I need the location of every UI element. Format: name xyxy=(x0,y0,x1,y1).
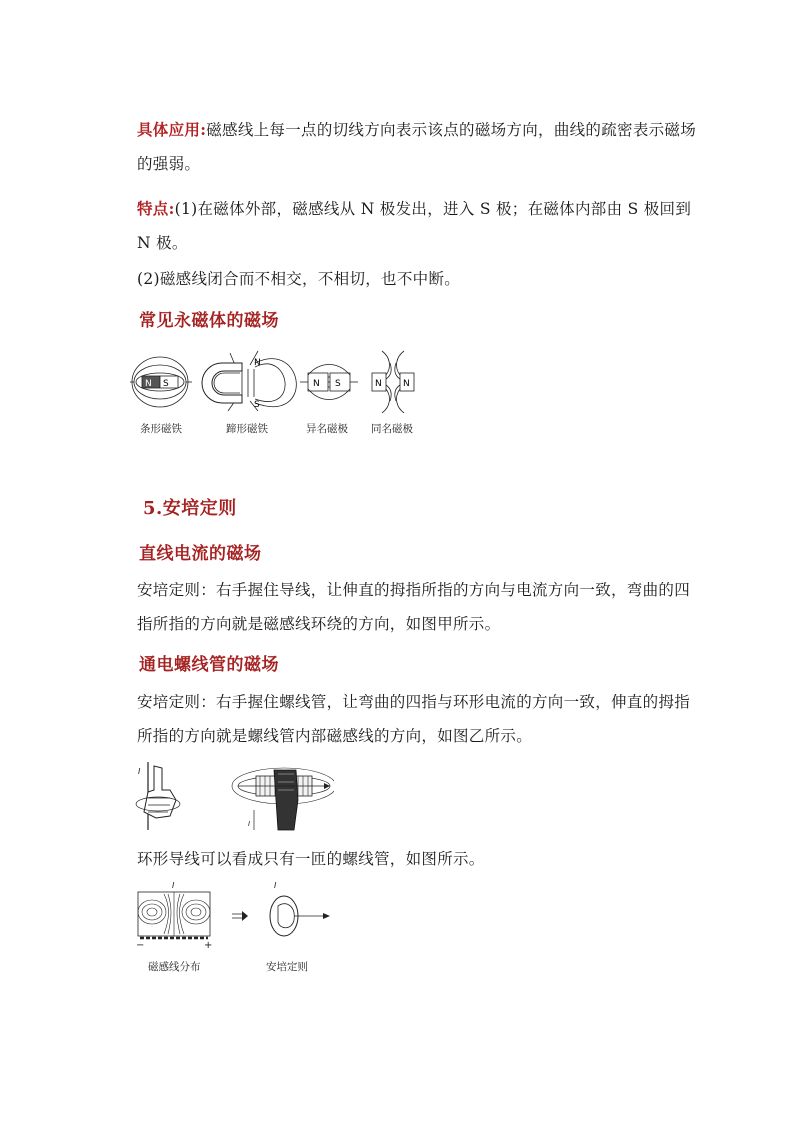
loop-text: 环形导线可以看成只有一匝的螺线管，如图所示。 xyxy=(137,850,485,868)
feature-text-1: (1)在磁体外部，磁感线从 N 极发出，进入 S 极；在磁体内部由 S 极回到 N 极。 xyxy=(137,200,692,252)
bar-magnet-s: S xyxy=(163,379,169,389)
same-n-left: N xyxy=(375,379,382,389)
magnets-figure xyxy=(130,345,425,413)
opposite-n: N xyxy=(313,379,320,389)
solenoid-text: 安培定则：右手握住螺线管，让弯曲的四指与环形电流的方向一致，伸直的拇指所指的方向就是螺线管内部磁感线的方向，如图乙所示。 xyxy=(137,693,691,745)
caption-bar-magnet: 条形磁铁 xyxy=(140,423,182,435)
caption-horseshoe-magnet: 蹄形磁铁 xyxy=(226,423,268,435)
apply-paragraph xyxy=(137,113,697,181)
apply-text: 磁感线上每一点的切线方向表示该点的磁场方向，曲线的疏密表示磁场的强弱。 xyxy=(137,121,697,173)
feature-text-2: (2)磁感线闭合而不相交，不相切，也不中断。 xyxy=(137,270,461,288)
caption-same-poles: 同名磁极 xyxy=(371,423,413,435)
apply-label: 具体应用: xyxy=(137,120,207,139)
feature-paragraph xyxy=(137,192,697,260)
feature-label: 特点: xyxy=(137,199,175,218)
magnets-heading: 常见永磁体的磁场 xyxy=(139,311,279,331)
solenoid-current-label: I xyxy=(248,820,251,828)
wire-current-label: I xyxy=(138,767,141,776)
caption-ampere-rule: 安培定则 xyxy=(266,961,308,973)
bar-magnet-n: N xyxy=(145,379,152,389)
straight-current-text: 安培定则：右手握住导线，让伸直的拇指所指的方向与电流方向一致，弯曲的四指所指的方向就是磁感线环绕的方向，如图甲所示。 xyxy=(137,581,691,633)
horseshoe-n: N xyxy=(254,358,261,368)
hand-loop-current-label: I xyxy=(274,881,277,890)
same-n-right: N xyxy=(403,379,410,389)
solenoid-heading: 通电螺线管的磁场 xyxy=(139,655,279,675)
loop-plus: + xyxy=(204,940,213,951)
caption-field-distribution: 磁感线分布 xyxy=(148,961,201,973)
horseshoe-s: S xyxy=(254,400,260,410)
straight-current-heading: 直线电流的磁场 xyxy=(139,544,262,564)
caption-opposite-poles: 异名磁极 xyxy=(306,423,348,435)
hand-rule-figure xyxy=(134,760,334,832)
loop-minus: − xyxy=(136,940,145,951)
loop-figure xyxy=(134,876,334,952)
section-5-title: 5.安培定则 xyxy=(143,498,237,519)
opposite-s: S xyxy=(335,379,341,389)
loop-current-label: I xyxy=(172,881,175,890)
